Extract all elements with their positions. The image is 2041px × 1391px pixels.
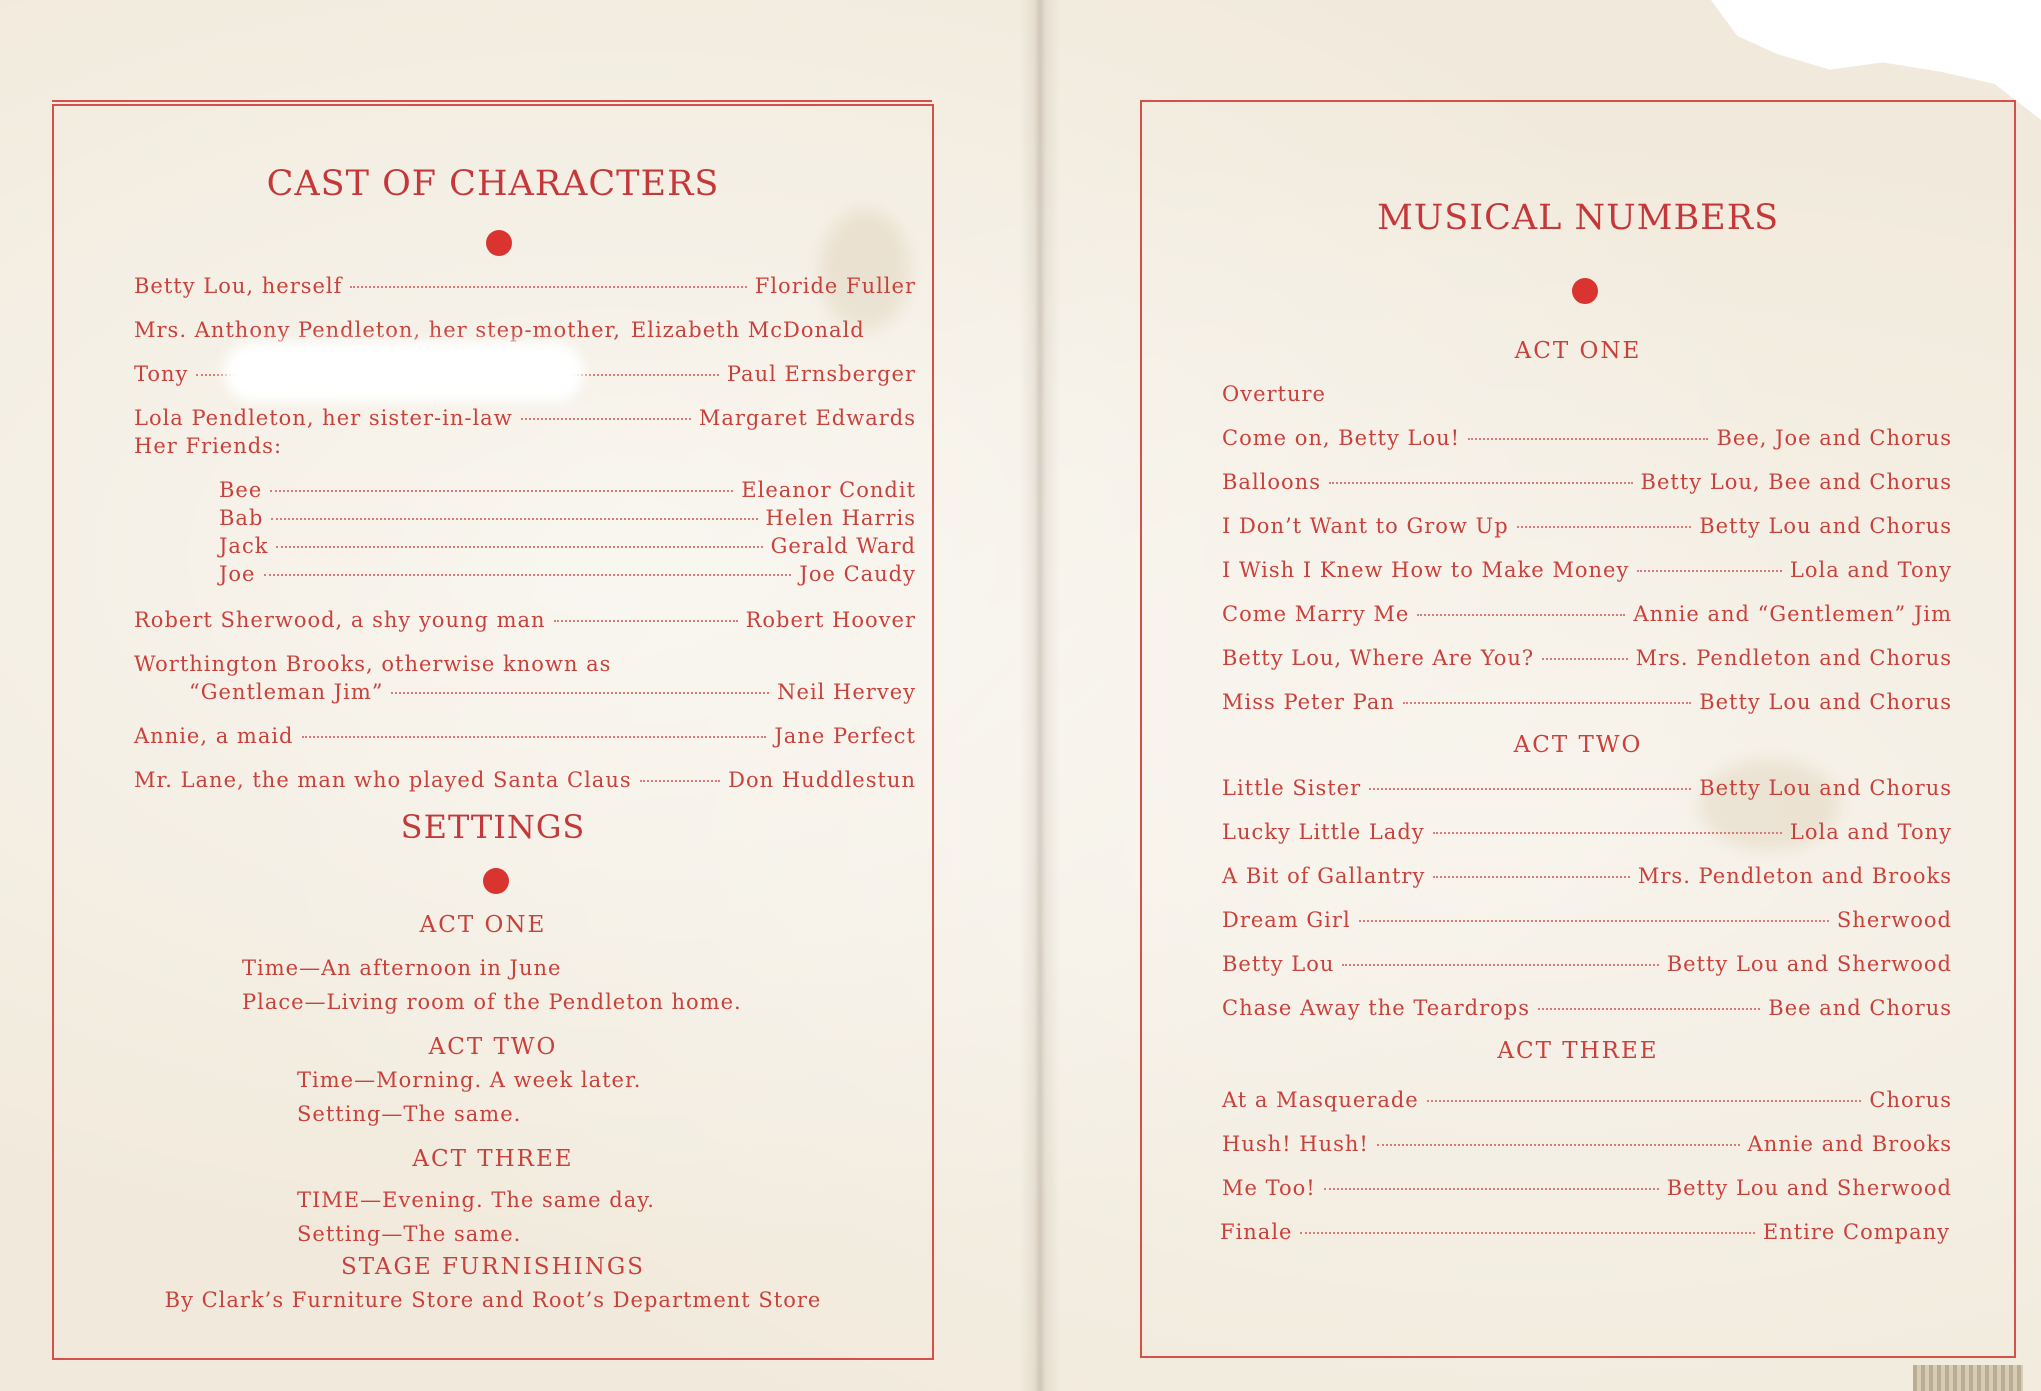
song-row (1222, 426, 1952, 450)
dot-leader (350, 286, 746, 288)
singers: Annie and Brooks (1747, 1132, 1952, 1156)
singers: Betty Lou and Sherwood (1666, 952, 1952, 976)
dot-leader (264, 574, 792, 576)
dot-leader (1517, 526, 1691, 528)
role-name: “Gentleman Jim” (189, 680, 384, 704)
overture: Overture (1222, 382, 1326, 406)
dot-leader (1329, 482, 1633, 484)
song-row (1222, 558, 1952, 582)
song-title: Dream Girl (1222, 908, 1351, 932)
act-three-label: ACT THREE (1497, 1038, 1659, 1064)
song-row (1222, 646, 1952, 670)
paper-damage (224, 342, 584, 402)
singers: Lola and Tony (1789, 558, 1952, 582)
dot-leader (1427, 1100, 1862, 1102)
song-title: Come Marry Me (1222, 602, 1410, 626)
song-title: Chase Away the Teardrops (1222, 996, 1531, 1020)
actor-name: Paul Ernsberger (726, 362, 916, 386)
song-row (1222, 514, 1952, 538)
song-row (1220, 1220, 1950, 1244)
act-three-setting: Setting—The same. (297, 1222, 522, 1246)
song-title: Finale (1220, 1220, 1293, 1244)
corner-tab (1913, 1365, 2023, 1391)
ornament-dot (1572, 278, 1598, 304)
dot-leader (302, 736, 767, 738)
act-one-label: ACT ONE (1514, 338, 1642, 364)
role-name: Mr. Lane, the man who played Santa Claus (134, 768, 632, 792)
cast-row (134, 724, 916, 748)
center-fold (1020, 0, 1060, 1391)
actor-name: Helen Harris (765, 506, 916, 530)
singers: Betty Lou and Chorus (1699, 776, 1952, 800)
song-title: Hush! Hush! (1222, 1132, 1369, 1156)
role-name: Joe (219, 562, 256, 586)
role-name: Bee (219, 478, 263, 502)
role-name: Annie, a maid (134, 724, 294, 748)
cast-row-text: Worthington Brooks, otherwise known as (134, 652, 612, 676)
ornament-dot (483, 868, 509, 894)
song-title: At a Masquerade (1222, 1088, 1419, 1112)
song-row (1222, 1176, 1952, 1200)
song-row (1222, 1132, 1952, 1156)
dot-leader (554, 620, 738, 622)
cast-row (189, 680, 916, 704)
song-row (1222, 996, 1952, 1020)
cast-row (134, 406, 916, 430)
dot-leader (391, 692, 769, 694)
dot-leader (1342, 964, 1658, 966)
singers: Betty Lou and Sherwood (1666, 1176, 1952, 1200)
settings-title: SETTINGS (400, 808, 586, 846)
singers: Mrs. Pendleton and Brooks (1637, 864, 1952, 888)
actor-name: Elizabeth McDonald (630, 318, 865, 342)
dot-leader (1324, 1188, 1659, 1190)
dot-leader (1538, 1008, 1760, 1010)
act-one-place: Place—Living room of the Pendleton home. (242, 990, 742, 1014)
friend-row (219, 534, 916, 558)
singers: Betty Lou, Bee and Chorus (1640, 470, 1952, 494)
song-title: Betty Lou (1222, 952, 1335, 976)
dot-leader (1433, 876, 1630, 878)
role-name: Tony (134, 362, 189, 386)
act-three-label: ACT THREE (412, 1146, 574, 1172)
actor-name: Floride Fuller (754, 274, 916, 298)
dot-leader (521, 418, 691, 420)
role-name: Jack (219, 534, 269, 558)
role-name: Bab (219, 506, 264, 530)
singers: Lola and Tony (1789, 820, 1952, 844)
song-row (1222, 602, 1952, 626)
cast-row (134, 274, 916, 298)
song-row (1222, 952, 1952, 976)
singers: Bee and Chorus (1768, 996, 1952, 1020)
dot-leader (1637, 570, 1782, 572)
dot-leader (1417, 614, 1625, 616)
left-page (52, 104, 934, 1360)
singers: Mrs. Pendleton and Chorus (1635, 646, 1952, 670)
song-row (1222, 820, 1952, 844)
act-one-time: Time—An afternoon in June (242, 956, 562, 980)
actor-name: Don Huddlestun (728, 768, 916, 792)
role-name: Mrs. Anthony Pendleton, her step-mother, (134, 318, 621, 342)
cast-title: CAST OF CHARACTERS (266, 164, 720, 204)
actor-name: Joe Caudy (799, 562, 916, 586)
song-row (1222, 908, 1952, 932)
dot-leader (271, 518, 757, 520)
song-title: Me Too! (1222, 1176, 1316, 1200)
singers: Betty Lou and Chorus (1699, 690, 1952, 714)
ornament-dot (486, 230, 512, 256)
singers: Sherwood (1836, 908, 1952, 932)
song-row (1222, 470, 1952, 494)
act-two-time: Time—Morning. A week later. (297, 1068, 642, 1092)
song-title: Betty Lou, Where Are You? (1222, 646, 1535, 670)
dot-leader (1403, 702, 1691, 704)
dot-leader (1369, 788, 1691, 790)
top-rule-left (52, 100, 932, 102)
song-title: Miss Peter Pan (1222, 690, 1395, 714)
cast-row (134, 768, 916, 792)
role-name: Robert Sherwood, a shy young man (134, 608, 546, 632)
cast-row (134, 608, 916, 632)
song-row (1222, 776, 1952, 800)
song-title: I Don’t Want to Grow Up (1222, 514, 1509, 538)
friend-row (219, 478, 916, 502)
song-title: Little Sister (1222, 776, 1362, 800)
singers: Annie and “Gentlemen” Jim (1633, 602, 1952, 626)
song-title: A Bit of Gallantry (1222, 864, 1426, 888)
dot-leader (1468, 438, 1708, 440)
actor-name: Neil Hervey (777, 680, 916, 704)
friend-row (219, 506, 916, 530)
dot-leader (640, 780, 721, 782)
song-title: Lucky Little Lady (1222, 820, 1425, 844)
musical-numbers-title: MUSICAL NUMBERS (1376, 198, 1780, 238)
act-two-label: ACT TWO (428, 1034, 558, 1060)
actor-name: Margaret Edwards (698, 406, 916, 430)
dot-leader (276, 546, 762, 548)
song-title: I Wish I Knew How to Make Money (1222, 558, 1630, 582)
act-two-label: ACT TWO (1513, 732, 1643, 758)
actor-name: Eleanor Condit (741, 478, 916, 502)
singers: Chorus (1869, 1088, 1952, 1112)
role-name: Lola Pendleton, her sister-in-law (134, 406, 513, 430)
dot-leader (270, 490, 733, 492)
song-title: Come on, Betty Lou! (1222, 426, 1461, 450)
act-one-label: ACT ONE (419, 912, 547, 938)
song-row (1222, 864, 1952, 888)
actor-name: Gerald Ward (770, 534, 916, 558)
dot-leader (1377, 1144, 1740, 1146)
actor-name: Robert Hoover (745, 608, 916, 632)
stage-furnishings-label: STAGE FURNISHINGS (341, 1254, 645, 1280)
dot-leader (1300, 1232, 1754, 1234)
actor-name: Jane Perfect (774, 724, 916, 748)
singers: Bee, Joe and Chorus (1716, 426, 1952, 450)
dot-leader (1359, 920, 1829, 922)
song-row (1222, 1088, 1952, 1112)
singers: Betty Lou and Chorus (1699, 514, 1952, 538)
friend-row (219, 562, 916, 586)
act-two-setting: Setting—The same. (297, 1102, 522, 1126)
stage-furnishings-text: By Clark’s Furniture Store and Root’s Department Store (164, 1288, 822, 1312)
song-title: Balloons (1222, 470, 1321, 494)
role-name: Betty Lou, herself (134, 274, 343, 298)
right-page (1140, 100, 2016, 1358)
singers: Entire Company (1762, 1220, 1950, 1244)
act-three-time: TIME—Evening. The same day. (297, 1188, 655, 1212)
dot-leader (1433, 832, 1782, 834)
dot-leader (1542, 658, 1627, 660)
cast-row (134, 318, 916, 342)
friends-label: Her Friends: (134, 434, 283, 458)
song-row (1222, 690, 1952, 714)
